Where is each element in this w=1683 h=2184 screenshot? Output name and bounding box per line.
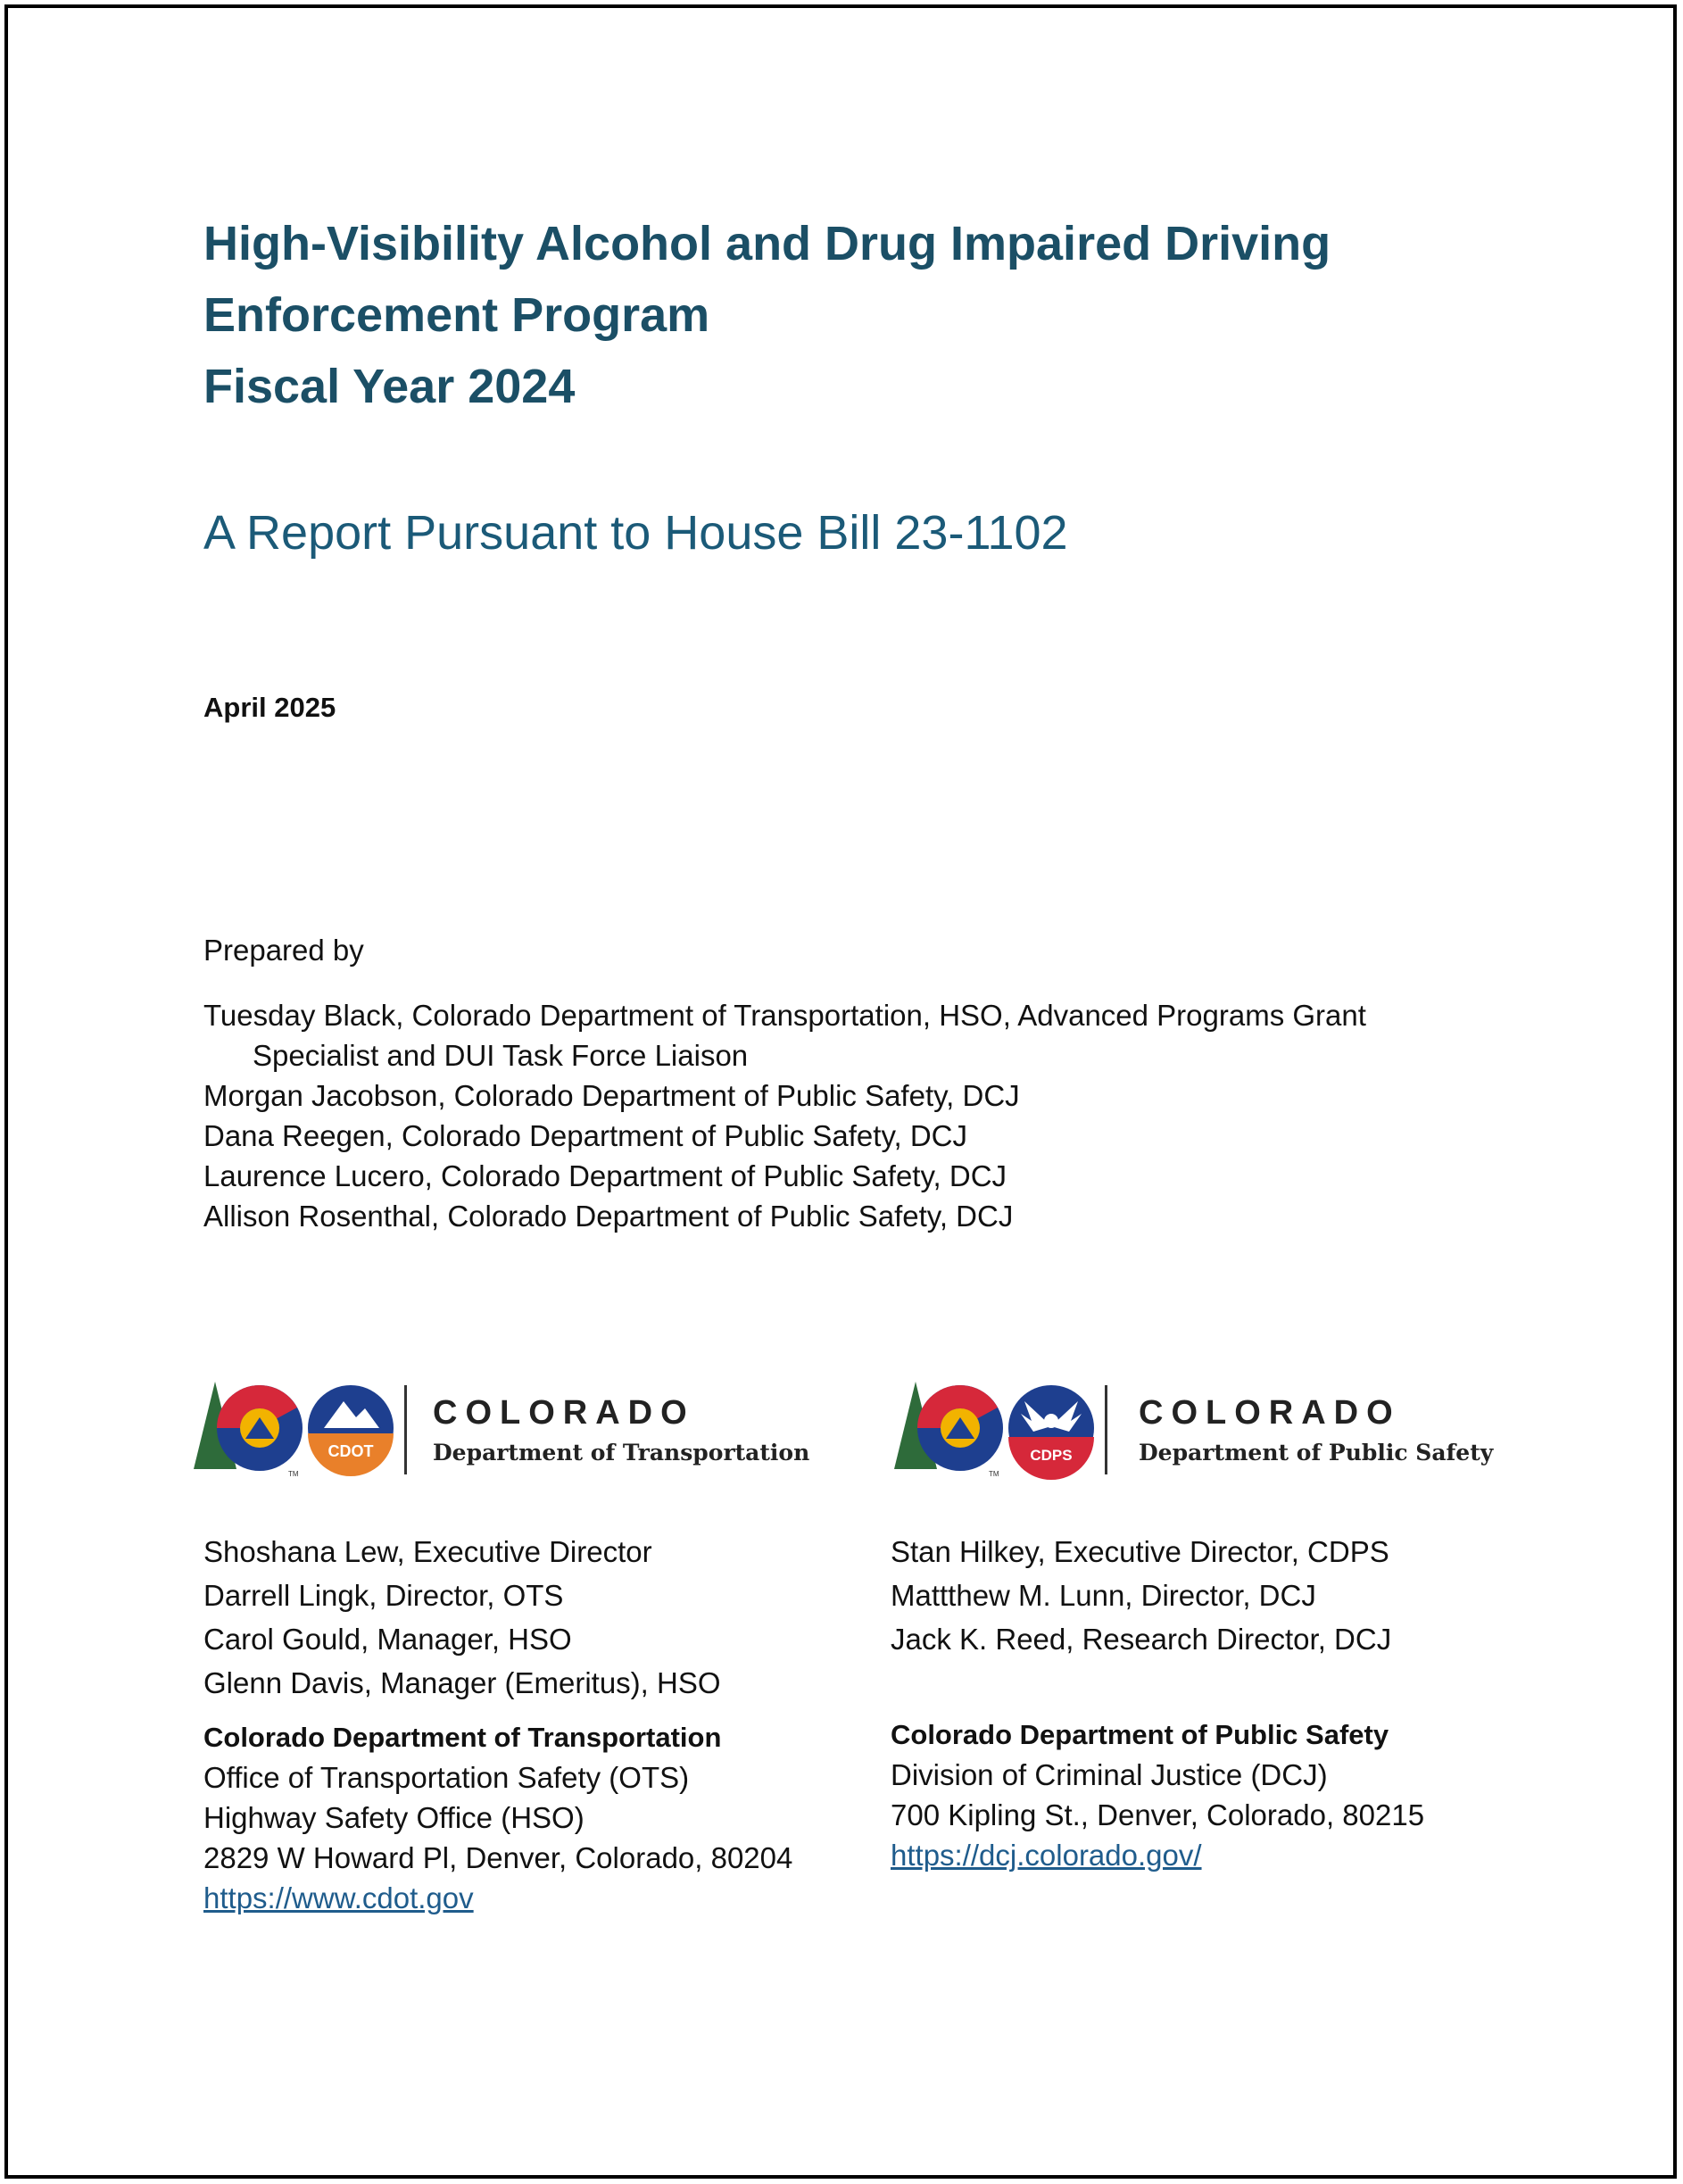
colorado-c-and-cdps-emblem-icon <box>891 1374 1114 1482</box>
address-line: Division of Criminal Justice (DCJ) <box>891 1758 1328 1791</box>
colorado-c-and-cdot-emblem-icon <box>190 1374 413 1482</box>
staff-line: Carol Gould, Manager, HSO <box>203 1623 572 1656</box>
cdps-website-link[interactable]: https://dcj.colorado.gov/ <box>891 1839 1202 1872</box>
cdps-address-block <box>891 1715 1424 1875</box>
logo-department: Department of Public Safety <box>1139 1440 1494 1466</box>
report-subtitle: A Report Pursuant to House Bill 23-1102 <box>203 506 1068 560</box>
prepared-by-label: Prepared by <box>203 934 364 967</box>
title-line-3: Fiscal Year 2024 <box>203 360 576 413</box>
cdot-website-link[interactable]: https://www.cdot.gov <box>203 1881 474 1914</box>
cdps-contact-column <box>891 1530 1424 1875</box>
staff-line: Jack K. Reed, Research Director, DCJ <box>891 1623 1392 1656</box>
cdot-badge-text: CDOT <box>327 1442 374 1460</box>
logo-brand: COLORADO <box>433 1394 695 1432</box>
staff-line: Glenn Davis, Manager (Emeritus), HSO <box>203 1666 721 1699</box>
preparer-continued: Specialist and DUI Task Force Liaison <box>253 1039 749 1072</box>
logo-divider <box>404 1385 407 1474</box>
cdps-staff-list <box>891 1530 1424 1661</box>
org-name: Colorado Department of Public Safety <box>891 1719 1389 1750</box>
cdps-logo <box>891 1374 1515 1478</box>
preparer: Dana Reegen, Colorado Department of Public Safety, DCJ <box>203 1119 968 1152</box>
report-title <box>203 208 1453 422</box>
address-line: Office of Transportation Safety (OTS) <box>203 1761 690 1794</box>
address-line: 2829 W Howard Pl, Denver, Colorado, 80204 <box>203 1841 793 1874</box>
title-line-2: Enforcement Program <box>203 288 710 342</box>
address-line: Highway Safety Office (HSO) <box>203 1801 584 1834</box>
preparer: Laurence Lucero, Colorado Department of Public Safety, DCJ <box>203 1159 1007 1192</box>
report-date: April 2025 <box>203 692 336 723</box>
cdot-address-block <box>203 1717 792 1918</box>
logo-divider <box>1105 1385 1107 1474</box>
preparers-list <box>203 995 1453 1236</box>
svg-text:TM: TM <box>989 1470 999 1478</box>
logo-department: Department of Transportation <box>433 1440 810 1466</box>
logo-brand: COLORADO <box>1139 1394 1401 1432</box>
address-line: 700 Kipling St., Denver, Colorado, 80215 <box>891 1798 1425 1831</box>
org-name: Colorado Department of Transportation <box>203 1722 722 1753</box>
staff-line: Mattthew M. Lunn, Director, DCJ <box>891 1579 1316 1612</box>
title-line-1: High-Visibility Alcohol and Drug Impaired Driving <box>203 217 1331 270</box>
cdot-logo <box>190 1374 815 1478</box>
preparer: Morgan Jacobson, Colorado Department of Public Safety, DCJ <box>203 1079 1020 1112</box>
staff-line: Stan Hilkey, Executive Director, CDPS <box>891 1535 1389 1568</box>
staff-line: Shoshana Lew, Executive Director <box>203 1535 652 1568</box>
preparer: Tuesday Black, Colorado Department of Transportation, HSO, Advanced Programs Grant <box>203 999 1366 1032</box>
cdot-contact-column <box>203 1530 792 1918</box>
cdot-staff-list <box>203 1530 792 1705</box>
cdps-badge-text: CDPS <box>1030 1447 1073 1464</box>
staff-line: Darrell Lingk, Director, OTS <box>203 1579 564 1612</box>
preparer: Allison Rosenthal, Colorado Department of Public Safety, DCJ <box>203 1200 1014 1233</box>
svg-text:TM: TM <box>288 1470 299 1478</box>
